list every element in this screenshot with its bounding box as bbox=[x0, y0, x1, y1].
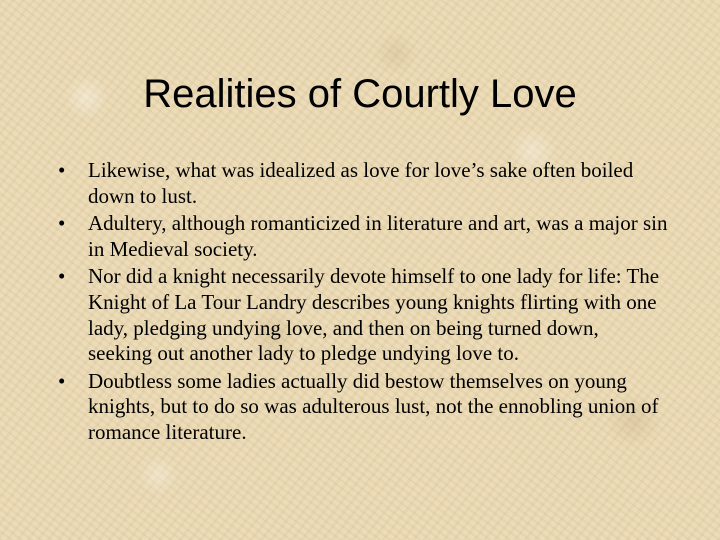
bullet-list bbox=[58, 158, 668, 448]
bullet-icon: • bbox=[58, 158, 66, 182]
bullet-text: Adultery, although romanticized in literature and art, was a major sin in Medieval society. bbox=[88, 211, 668, 261]
bullet-item bbox=[58, 369, 668, 446]
bullet-icon: • bbox=[58, 368, 66, 393]
bullet-text: Doubtless some ladies actually did bestow themselves on young knights, but to do so was adulterous lust, not the ennobling union of romance literature. bbox=[88, 368, 659, 444]
bullet-icon: • bbox=[58, 211, 66, 236]
bullet-item bbox=[58, 264, 668, 366]
bullet-item bbox=[58, 158, 668, 209]
bullet-icon: • bbox=[58, 264, 66, 289]
slide-title: Realities of Courtly Love bbox=[143, 72, 577, 116]
bullet-item bbox=[58, 211, 668, 262]
bullet-text: Likewise, what was idealized as love for love’s sake often boiled down to lust. bbox=[88, 158, 634, 208]
bullet-text: Nor did a knight necessarily devote himself to one lady for life: The Knight of La Tour Landry describes young knights flirting with one lady, pledging undying love, and then on being turned down, seeking out another lady to pledge undying love to. bbox=[88, 264, 660, 366]
